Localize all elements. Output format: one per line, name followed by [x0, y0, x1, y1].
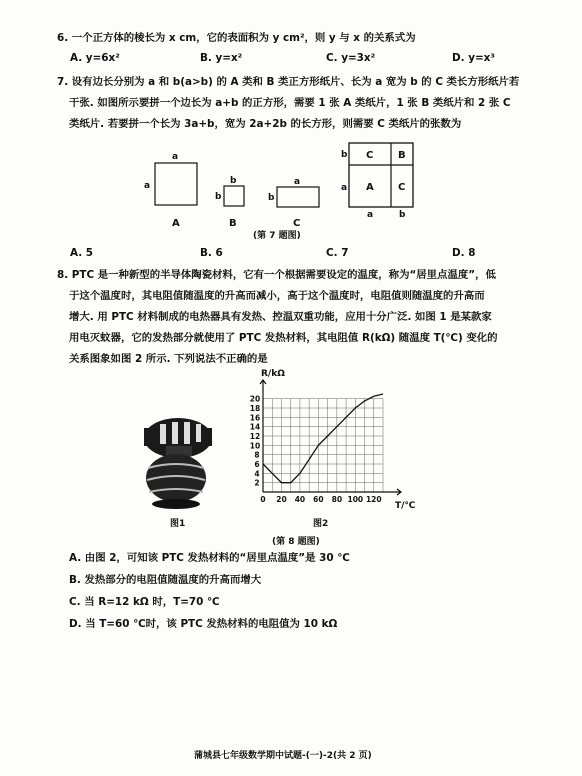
q8-stem-line4: 用电灭蚊器，它的发热部分就使用了 PTC 发热材料，其电阻值 R(kΩ) 随温度 T(℃) 变化的 — [69, 332, 498, 344]
q8-option-c: C. 当 R=12 kΩ 时，T=70 ℃ — [69, 596, 220, 608]
q7-stem-line3: 类纸片. 若要拼一个长为 3a+b，宽为 2a+2b 的长方形，则需要 C 类纸片的张数为 — [69, 118, 462, 130]
chart-x-tick-label: 40 — [294, 495, 306, 504]
chart-x-tick-label: 0 — [260, 495, 266, 504]
q8-caption: (第 8 题图) — [272, 537, 320, 547]
chart-y-tick-label: 20 — [249, 394, 261, 404]
chart-series-line — [263, 394, 383, 483]
q7-stem-line2: 干张. 如图所示要拼一个边长为 a+b 的正方形，需要 1 张 A 类纸片，1 张 B 类纸片和 2 张 C — [69, 97, 511, 109]
chart-x-tick-label: 120 — [365, 495, 382, 504]
q8-stem-line1: 8. PTC 是一种新型的半导体陶瓷材料，它有一个根据需要设定的温度，称为“居里点温度”，低 — [57, 269, 496, 281]
chart-ylabel: R/kΩ — [261, 369, 285, 379]
composite-bottom-b: b — [399, 210, 406, 220]
chart-y-tick-label: 12 — [249, 432, 261, 441]
chart-y-tick-label: 18 — [249, 404, 261, 413]
square-a-top-label: a — [172, 152, 179, 162]
composite-side-a: a — [341, 183, 348, 193]
chart-y-tick-label: 2 — [254, 478, 260, 488]
square-b-side-label: b — [215, 192, 222, 202]
chart-y-tick-label: 8 — [254, 450, 260, 460]
fig1-label: 图1 — [170, 519, 186, 529]
q6-option-a: A. y=6x² — [70, 52, 120, 64]
composite-a: A — [366, 182, 374, 193]
q8-option-b: B. 发热部分的电阻值随温度的升高而增大 — [69, 574, 262, 586]
composite-b: B — [398, 150, 406, 161]
q6-option-b: B. y=x² — [200, 52, 243, 64]
q7-option-a: A. 5 — [70, 247, 94, 259]
chart-y-tick-label: 14 — [249, 422, 261, 432]
square-b-top-label: b — [230, 176, 237, 186]
q6-option-d: D. y=x³ — [452, 52, 495, 64]
chart-x-tick-label: 60 — [313, 495, 324, 504]
composite-c-right: C — [398, 182, 406, 193]
chart-x-tick-label: 100 — [347, 495, 364, 504]
rect-c-name: C — [293, 218, 301, 229]
fig2-label: 图2 — [313, 519, 329, 529]
chart-y-tick-label: 10 — [249, 441, 261, 451]
chart-xlabel: T/℃ — [395, 501, 416, 511]
square-a-name: A — [172, 218, 180, 229]
q7-stem-line1: 7. 设有边长分别为 a 和 b(a>b) 的 A 类和 B 类正方形纸片、长为 a 宽为 b 的 C 类长方形纸片若 — [57, 76, 520, 88]
composite-side-b: b — [341, 150, 348, 160]
q8-option-d: D. 当 T=60 ℃时，该 PTC 发热材料的电阻值为 10 kΩ — [69, 618, 338, 630]
square-a-side-label: a — [144, 181, 151, 191]
q7-option-c: C. 7 — [326, 247, 349, 259]
q8-stem-line3: 增大. 用 PTC 材料制成的电热器具有发热、控温双重功能，应用十分广泛. 如图 1 是某款家 — [69, 311, 492, 323]
chart-x-tick-label: 20 — [276, 495, 287, 504]
rect-c-top-label: a — [294, 177, 301, 187]
chart-axes — [260, 380, 401, 495]
composite-bottom-a: a — [367, 210, 374, 220]
q8-stem-line5: 关系图象如图 2 所示. 下列说法不正确的是 — [69, 353, 268, 365]
chart-y-tick-label: 6 — [254, 460, 260, 469]
q7-option-b: B. 6 — [200, 247, 223, 259]
q8-stem-line2: 于这个温度时，其电阻值随温度的升高而减小，高于这个温度时，电阻值则随温度的升高而 — [69, 290, 485, 302]
chart-x-tick-label: 80 — [331, 495, 343, 504]
q6-stem: 6. 一个正方体的棱长为 x cm，它的表面积为 y cm²，则 y 与 x 的关系式为 — [57, 32, 416, 44]
chart-y-tick-label: 4 — [254, 469, 260, 479]
chart-y-tick-label: 16 — [249, 413, 261, 423]
q8-option-a: A. 由图 2，可知该 PTC 发热材料的“居里点温度”是 30 ℃ — [69, 552, 350, 564]
composite-c-top: C — [366, 150, 374, 161]
q6-option-c: C. y=3x² — [326, 52, 376, 64]
page-footer: 蒲城县七年级数学期中试题-(一)-2(共 2 页) — [194, 751, 372, 761]
q7-caption: (第 7 题图) — [253, 231, 301, 241]
rect-c-side-label: b — [268, 193, 275, 203]
chart-grid — [263, 399, 383, 492]
q7-option-d: D. 8 — [452, 247, 476, 259]
square-b-name: B — [229, 218, 237, 229]
